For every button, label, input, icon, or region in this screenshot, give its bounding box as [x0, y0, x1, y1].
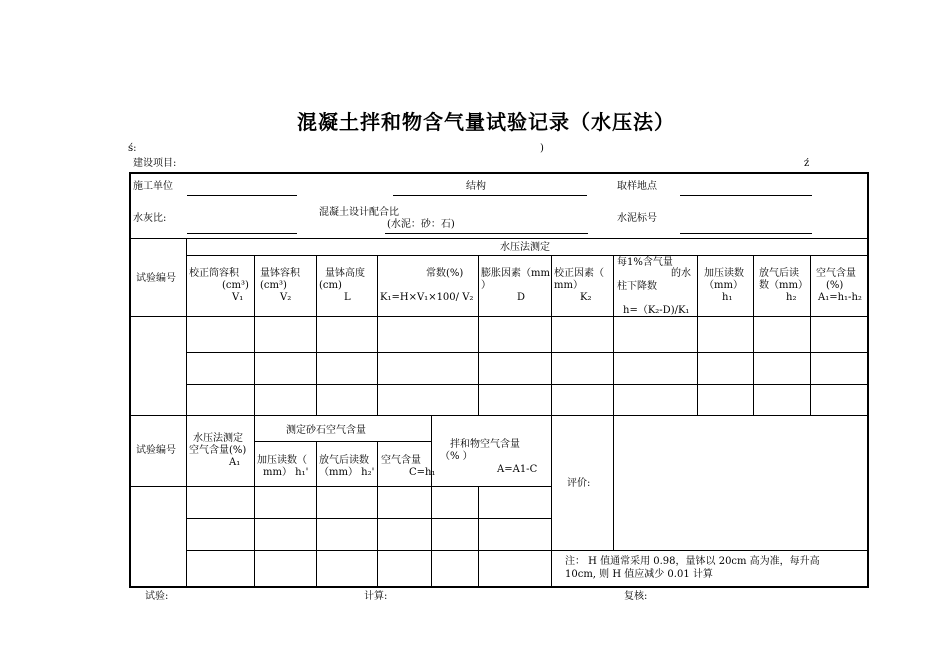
structure-label: 结构 — [466, 181, 486, 192]
mix-design-label: 混凝土设计配合比 — [319, 207, 399, 218]
reviewer-label: 复核: — [624, 591, 648, 602]
col-pressure-reading-symbol: h₁ — [722, 292, 733, 303]
cement-grade-label: 水泥标号 — [617, 213, 657, 224]
col-correction-factor-unit: mm） — [554, 280, 583, 291]
sand-air-content-formula: C=h₁ — [409, 467, 436, 478]
water-pressure-air-b: 空气含量(%) — [189, 445, 247, 456]
col-air-content: 空气含量 — [816, 268, 856, 279]
mix-design-ratio-label: (水泥：砂：石) — [387, 219, 455, 230]
water-pressure-group-header: 水压法测定 — [500, 242, 550, 253]
col-bowl-height-symbol: L — [344, 292, 351, 303]
sand-pressure-reading: 加压读数（ — [257, 455, 307, 466]
col-bowl-volume: 量钵容积 — [260, 268, 300, 279]
sample-site-label: 取样地点 — [617, 181, 657, 192]
col-correction-factor-symbol: K₂ — [580, 292, 592, 303]
col-correction-factor: 校正因素（ — [554, 268, 604, 279]
col-bowl-height-unit: (cm) — [319, 280, 342, 291]
col-expansion-factor-symbol: D — [517, 292, 526, 303]
mix-air-content-unit: （% ） — [440, 451, 473, 462]
test-number-header-2: 试验编号 — [136, 445, 176, 456]
test-number-header: 试验编号 — [136, 273, 176, 284]
col-release-reading: 放气后读 — [759, 268, 799, 279]
water-pressure-air-symbol: A₁ — [229, 457, 241, 468]
header-mid-fragment: ) — [540, 143, 544, 154]
col-bowl-volume-symbol: V₂ — [280, 292, 292, 303]
mix-air-content-formula: A=A1-C — [497, 464, 538, 475]
col-air-content-formula: A₁=h₁-h₂ — [818, 292, 862, 303]
note-line-2: 10cm, 则 H 值应减少 0.01 计算 — [565, 569, 713, 580]
col-calibration-volume-unit: (cm³) — [222, 280, 249, 291]
col-drop-per-percent-b: 的水 — [671, 268, 691, 279]
col-pressure-reading-unit: （mm） — [704, 280, 743, 291]
tester-label: 试验: — [145, 591, 169, 602]
col-expansion-factor-unit: ） — [481, 280, 491, 291]
col-air-content-unit: (%) — [826, 280, 844, 291]
col-drop-per-percent: 每1%含气量 — [617, 257, 673, 268]
col-release-reading-symbol: h₂ — [786, 292, 797, 303]
sand-pressure-reading-symbol: mm） h₁' — [263, 467, 309, 478]
header-right-fragment: ź — [804, 158, 810, 169]
col-bowl-volume-unit: (cm³) — [260, 280, 287, 291]
water-pressure-air-a: 水压法测定 — [193, 433, 243, 444]
note-line-1: 注： H 值通常采用 0.98，量钵以 20cm 高为准，每升高 — [565, 556, 820, 567]
sand-release-reading-symbol: （mm） h₂' — [319, 467, 375, 478]
header-left-fragment: ś: — [128, 143, 137, 154]
sand-air-content-group: 测定砂石空气含量 — [286, 425, 366, 436]
calculator-label: 计算: — [364, 591, 388, 602]
col-pressure-reading: 加压读数 — [704, 268, 744, 279]
sand-release-reading: 放气后读数 — [319, 455, 369, 466]
page-title: 混凝土拌和物含气量试验记录（水压法） — [297, 110, 675, 134]
col-calibration-volume-symbol: V₁ — [232, 292, 244, 303]
col-bowl-height: 量钵高度 — [325, 268, 365, 279]
col-expansion-factor: 膨胀因素（mm — [481, 268, 550, 279]
construction-unit-label: 施工单位 — [133, 181, 173, 192]
col-calibration-volume: 校正筒容积 — [189, 268, 239, 279]
sand-air-content: 空气含量 — [381, 455, 421, 466]
col-constant-formula: K₁=H×V₁×100/ V₂ — [380, 292, 474, 303]
mix-air-content: 拌和物空气含量 — [450, 439, 520, 450]
wc-ratio-label: 水灰比: — [133, 213, 167, 224]
project-label: 建设项目: — [133, 158, 177, 169]
col-constant: 常数(%) — [426, 268, 464, 279]
evaluation-label: 评价: — [567, 478, 591, 489]
col-drop-per-percent-c: 柱下降数 — [617, 281, 657, 292]
col-drop-per-percent-formula: h=（K₂-D)/K₁ — [623, 305, 690, 316]
col-release-reading-unit: 数（mm） — [759, 280, 808, 291]
